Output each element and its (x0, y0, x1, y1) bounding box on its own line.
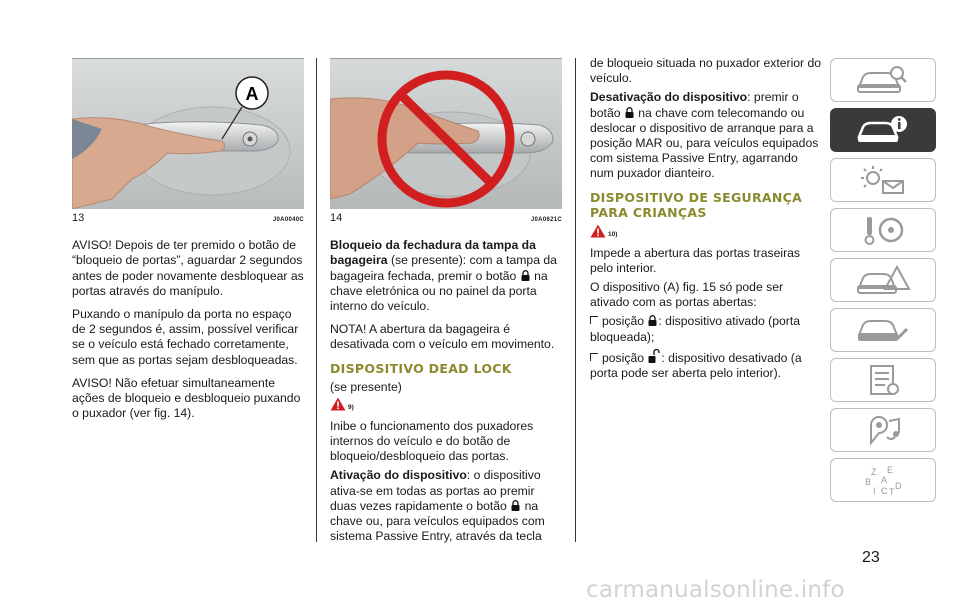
sidebar-item-key-steering[interactable] (830, 208, 936, 252)
bullet-item (590, 314, 822, 344)
warning-triangle-icon (330, 397, 346, 411)
paragraph: de bloqueio situada no puxador exterior do veículo. (590, 56, 822, 86)
text: : o dispositivo ativa-se em todas as portas ao premir duas vezes rapidamente o botão (330, 468, 541, 513)
section-heading-dead-lock: DISPOSITIVO DEAD LOCK (330, 360, 512, 376)
svg-text:B: B (865, 477, 872, 487)
svg-text:D: D (895, 481, 902, 491)
svg-text:T: T (889, 487, 895, 497)
paragraph: Puxando o manípulo da porta no espaço de 2 segundos é, assim, possível verificar se o veículo está fechado corretamente, sem que as portas sejam desbloqueadas. (72, 307, 299, 367)
lock-open-icon (625, 107, 634, 118)
paragraph: NOTA! A abertura da bagageira é desativada com o veículo em movimento. (330, 322, 555, 352)
svg-text:A: A (881, 475, 888, 485)
paragraph: Impede a abertura das portas traseiras pelo interior. (590, 245, 801, 275)
car-search-icon (853, 63, 913, 97)
lock-closed-icon (521, 270, 530, 281)
figure-14-prohibited-handle-image (330, 58, 562, 209)
svg-text:C: C (881, 486, 888, 496)
paragraph: (se presente) (330, 379, 402, 394)
column-2 (330, 58, 562, 552)
page-number: 23 (862, 549, 880, 566)
paragraph: Inibe o funcionamento dos puxadores internos do veículo e do botão de bloqueio/desbloqueio das portas. (330, 418, 534, 464)
bullet-item (590, 349, 822, 381)
section-heading-child-safety: DISPOSITIVO DE SEGURANÇA PARA CRIANÇAS (590, 189, 803, 220)
text: : dispositivo desativado (a porta pode ser aberta pelo interior). (590, 350, 802, 381)
key-steering-icon (853, 213, 913, 247)
child-lock-closed-icon (648, 315, 657, 326)
text: posição (602, 350, 648, 365)
figure-number: 13 (72, 212, 85, 224)
bullet-marker (590, 316, 598, 324)
sidebar-item-checklist[interactable] (830, 358, 936, 402)
sidebar-item-car-service[interactable] (830, 308, 936, 352)
figure-caption (330, 211, 562, 228)
text: : dispositivo ativado (porta bloqueada); (590, 314, 800, 344)
trunk-lock-title: Bloqueio da fechadura da tampa da bagageira (330, 238, 536, 268)
warning-triangle-icon (590, 224, 606, 238)
svg-text:I: I (873, 486, 876, 496)
activation-title: Ativação do dispositivo (330, 468, 467, 483)
sidebar-item-car-search[interactable] (830, 58, 936, 102)
sidebar-item-light-message[interactable] (830, 158, 936, 202)
column-1 (72, 58, 304, 429)
paragraph: AVISO! Não efetuar simultaneamente ações de bloqueio e desbloqueio puxando o puxador (ver fig. 14). (72, 375, 301, 421)
column-divider-2 (575, 58, 576, 542)
text: na chave eletrónica ou no painel da porta interno do veículo. (330, 268, 548, 314)
paragraph (590, 90, 822, 181)
alphabet-index-icon (853, 463, 913, 497)
paragraph: AVISO! Depois de ter premido o botão de “bloqueio de portas”, aguardar 2 segundos antes de poder novamente desbloquear as portas através do manípulo. (72, 238, 304, 298)
car-warning-icon (853, 263, 913, 297)
child-lock-open-icon (648, 349, 660, 363)
text: na chave com telecomando ou deslocar o dispositivo de arranque para a posição MAR ou, para veículos equipados com sistema Passive Entry, agarrando num puxador dianteiro. (590, 105, 819, 181)
column-3 (590, 56, 822, 389)
text: : premir o botão (590, 90, 799, 120)
checklist-icon (853, 363, 913, 397)
chapter-sidebar (830, 58, 936, 508)
watermark-text: carmanualsonline.info (586, 577, 845, 603)
svg-text:Z: Z (871, 467, 877, 477)
column-divider-1 (316, 58, 317, 542)
warning-number: 10) (608, 230, 618, 238)
figure-caption (72, 211, 304, 228)
warning-reference (590, 224, 822, 244)
text: na chave ou, para veículos equipados com sistema Passive Entry, através da tecla (330, 498, 545, 544)
sidebar-item-car-info[interactable] (830, 108, 936, 152)
light-message-icon (853, 163, 913, 197)
paragraph (330, 468, 562, 544)
warning-reference (330, 397, 562, 417)
figure-code: J0A0040C (272, 217, 304, 223)
figure-code: J0A0621C (530, 217, 562, 223)
sidebar-item-car-warning[interactable] (830, 258, 936, 302)
figure-number: 14 (330, 212, 343, 224)
text: posição (602, 314, 648, 329)
paragraph: O dispositivo (A) fig. 15 só pode ser ativado com as portas abertas: (590, 280, 784, 310)
bullet-marker (590, 353, 598, 361)
car-service-icon (853, 313, 913, 347)
warning-number: 9) (348, 403, 354, 411)
car-info-icon (853, 113, 913, 147)
figure-13-door-handle-image (72, 58, 304, 209)
sidebar-item-alphabet-index[interactable] (830, 458, 936, 502)
figure-label-a: A (245, 84, 259, 104)
lock-closed-icon (511, 500, 520, 511)
media-nav-icon (853, 413, 913, 447)
deactivation-title: Desativação do dispositivo (590, 90, 748, 105)
sidebar-item-media-nav[interactable] (830, 408, 936, 452)
svg-text:E: E (887, 465, 894, 475)
text: (se presente): com a tampa da bagageira fechada, premir o botão (330, 253, 557, 283)
paragraph (330, 238, 562, 314)
